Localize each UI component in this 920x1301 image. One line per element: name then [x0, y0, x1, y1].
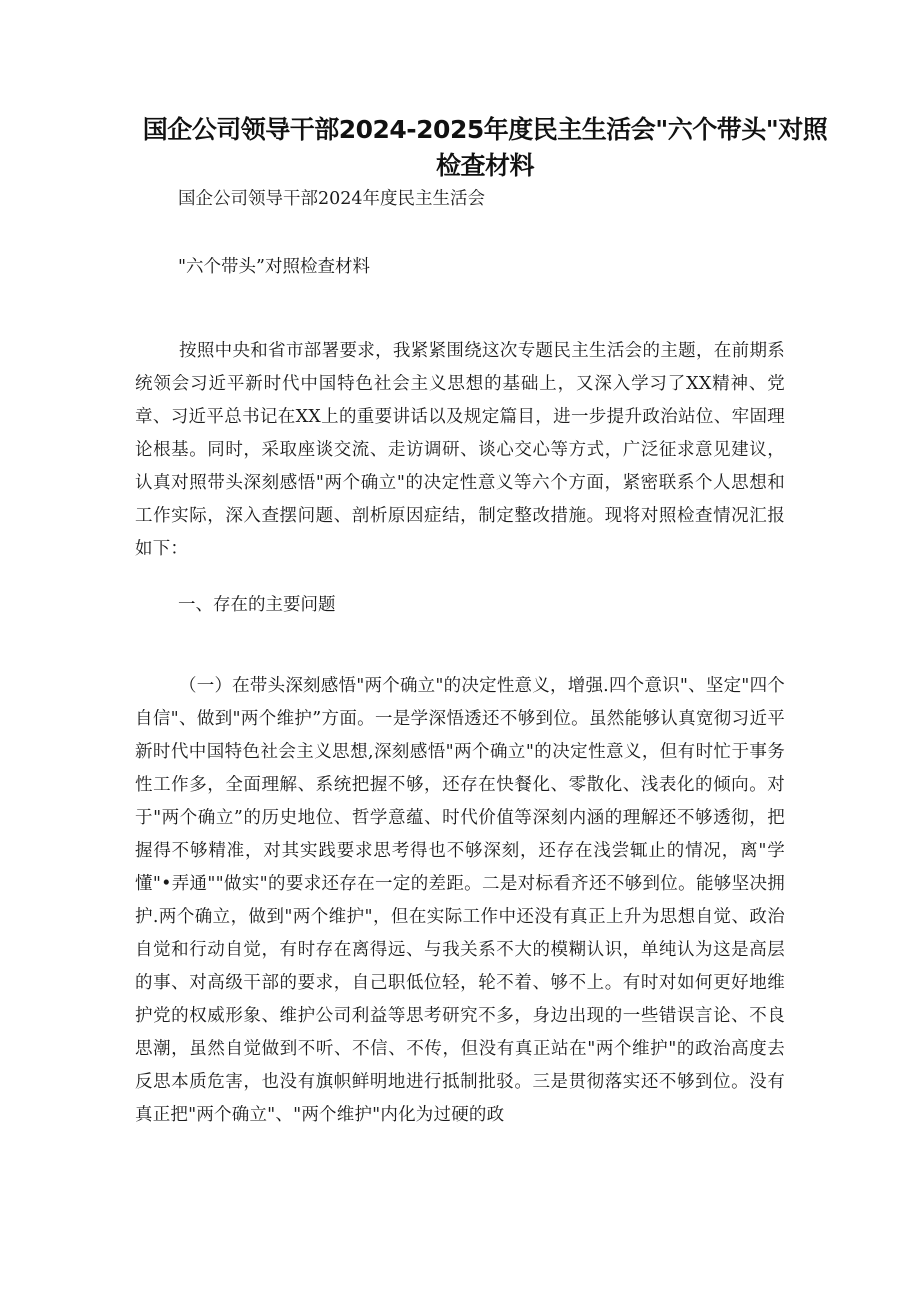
- document-title: 国企公司领导干部2024-2025年度民主生活会"六个带头"对照检查材料: [142, 115, 828, 180]
- intro-paragraph: 按照中央和省市部署要求，我紧紧围绕这次专题民主生活会的主题，在前期系统领会习近平新时代中国特色社会主义思想的基础上，又深入学习了XX精神、党章、习近平总书记在XX上的重要讲话以及规定篇目，进一步提升政治站位、牢固理论根基。同时，采取座谈交流、走访调研、谈心交心等方式，广泛征求意见建议，认真对照带头深刻感悟"两个确立"的决定性意义等六个方面，紧密联系个人思想和工作实际，深入查摆问题、剖析原因症结，制定整改措施。现将对照检查情况汇报如下：: [135, 340, 785, 559]
- section-heading: 一、存在的主要问题: [178, 595, 336, 615]
- body-paragraph: （一）在带头深刻感悟"两个确立"的决定性意义，增强.四个意识"、坚定"四个自信"、做到"两个维护”方面。一是学深悟透还不够到位。虽然能够认真宽彻习近平新时代中国特色社会主义思想,深刻感悟"两个确立"的决定性意义，但有时忙于事务性工作多，全面理解、系统把握不够，还存在快餐化、零散化、浅表化的倾向。对于"两个确立”的历史地位、哲学意蕴、时代价值等深刻内涵的理解还不够透彻，把握得不够精准，对其实践要求思考得也不够深刻，还存在浅尝辄止的情况，离"学懂"•弄通""做实"的要求还存在一定的差距。二是对标看齐还不够到位。能够坚决拥护.两个确立，做到"两个维护"，但在实际工作中还没有真正上升为思想自觉、政治自觉和行动自觉，有时存在离得远、与我关系不大的模糊认识，单纯认为这是高层的事、对高级干部的要求，自己职低位轻，轮不着、够不上。有时对如何更好地维护党的权威形象、维护公司利益等思考研究不多，身边出现的一些错误言论、不良思潮，虽然自觉做到不听、不信、不传，但没有真正站在"两个维护"的政治高度去反思本质危害，也没有旗帜鲜明地进行抵制批驳。三是贯彻落实还不够到位。没有真正把"两个确立"、"两个维护"内化为过硬的政: [135, 675, 785, 1125]
- subtitle-line-2: "六个带头”对照检查材料: [178, 257, 370, 277]
- subtitle-line-1: 国企公司领导干部2024年度民主生活会: [178, 189, 486, 209]
